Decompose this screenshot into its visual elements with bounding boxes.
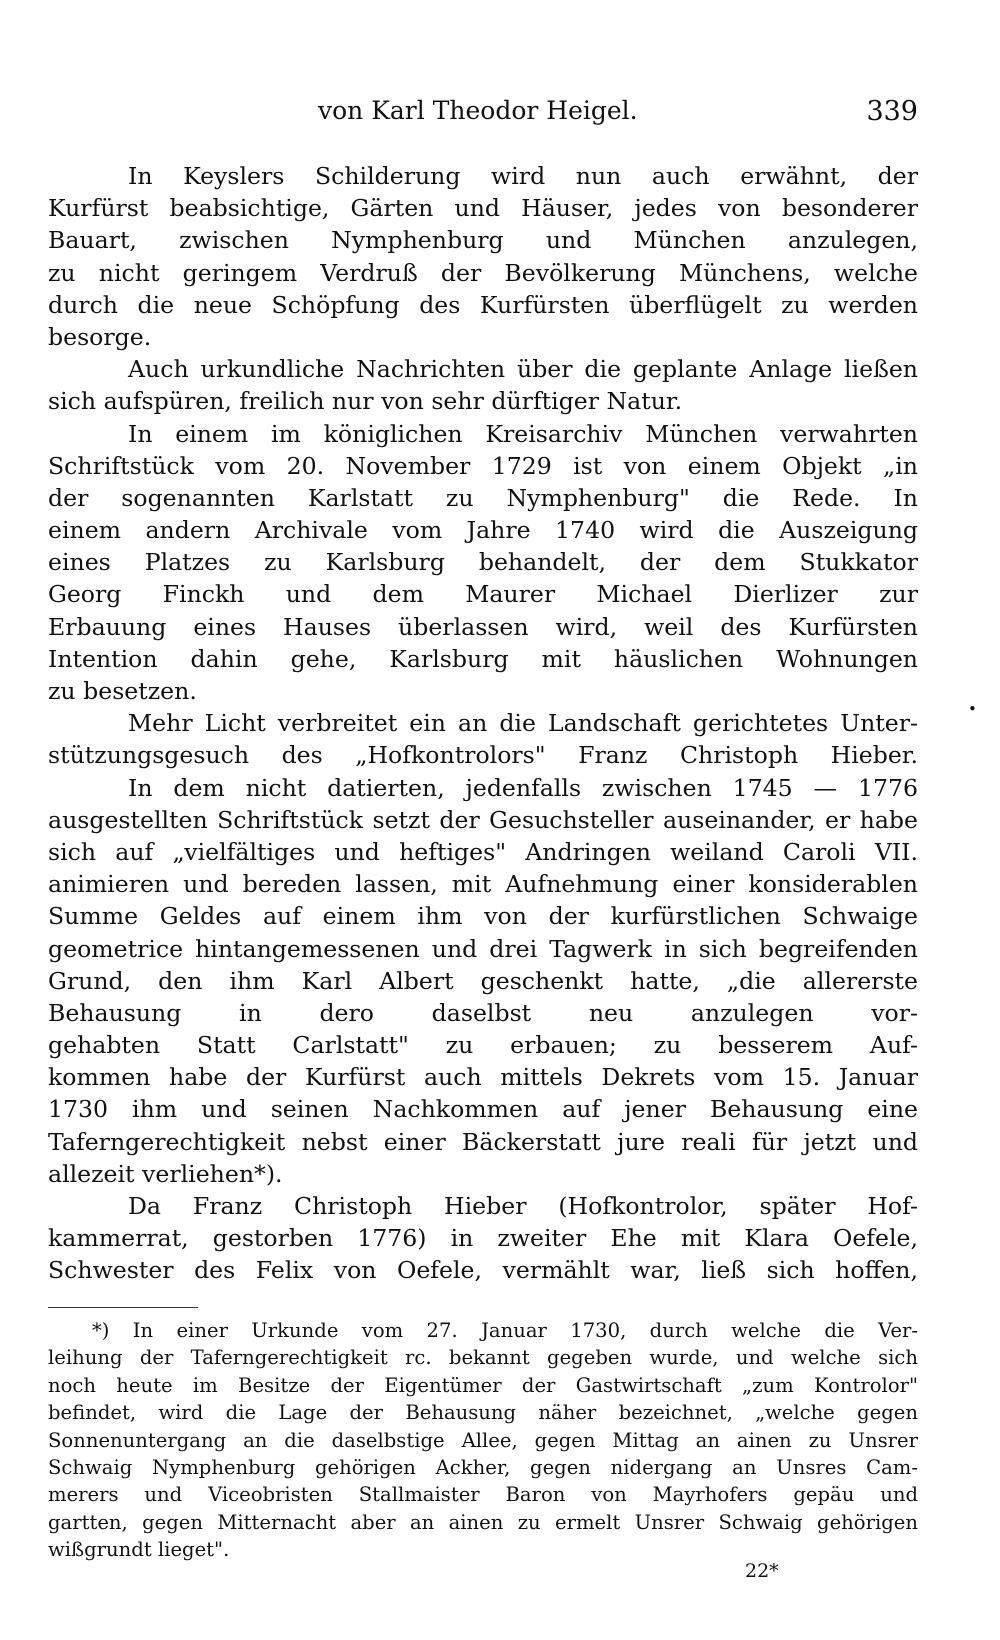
text-line: Erbauung eines Hauses überlassen wird, weil des Kurfürsten (48, 612, 918, 641)
text-line: durch die neue Schöpfung des Kurfürsten überflügelt zu werden (48, 290, 918, 319)
margin-mark: • (968, 700, 977, 718)
text-line: Auch urkundliche Nachrichten über die geplante Anlage ließen (128, 355, 918, 384)
text-line: Grund, den ihm Karl Albert geschenkt hatte, „die allererste (48, 966, 918, 995)
text-line: Mehr Licht verbreitet ein an die Landschaft gerichtetes Unter- (128, 709, 918, 738)
text-line: Behausung in dero daselbst neu anzulegen vor- (48, 998, 918, 1027)
footnote-divider (48, 1307, 198, 1308)
text-line: zu nicht geringem Verdruß der Bevölkerung Münchens, welche (48, 258, 918, 287)
text-line: Schwester des Felix von Oefele, vermählt war, ließ sich hoffen, (48, 1256, 918, 1285)
text-line: animieren und bereden lassen, mit Aufnehmung einer konsiderablen (48, 870, 918, 899)
text-line: 1730 ihm und seinen Nachkommen auf jener Behausung eine (48, 1095, 918, 1124)
signature-mark: 22* (745, 1560, 779, 1582)
footnote-line: wißgrundt lieget". (48, 1538, 230, 1562)
text-line: geometrice hintangemessenen und drei Tagwerk in sich begreifenden (48, 934, 918, 963)
text-line: sich auf „vielfältiges und heftiges" Andringen weiland Caroli VII. (48, 837, 918, 866)
footnotes (48, 1317, 918, 1564)
text-line: zu besetzen. (48, 677, 197, 705)
text-line: Taferngerechtigkeit nebst einer Bäckerstatt jure reali für jetzt und (48, 1127, 918, 1156)
text-line: stützungsgesuch des „Hofkontrolors" Franz Christoph Hieber. (48, 741, 918, 770)
text-line: kammerrat, gestorben 1776) in zweiter Ehe mit Klara Oefele, (48, 1224, 918, 1253)
footnote-line: befindet, wird die Lage der Behausung näher bezeichnet, „welche gegen (48, 1401, 918, 1425)
text-line: gehabten Statt Carlstatt" zu erbauen; zu besserem Auf- (48, 1031, 918, 1060)
text-line: In einem im königlichen Kreisarchiv München verwahrten (128, 419, 918, 448)
footnote-line: gartten, gegen Mitternacht aber an ainen zu ermelt Unsrer Schwaig gehörigen (48, 1510, 918, 1534)
running-head: von Karl Theodor Heigel. (318, 96, 638, 125)
footnote-line: Sonnenuntergang an die daselbstige Allee, gegen Mittag an ainen zu Unsrer (48, 1428, 918, 1452)
footnote-line: *) In einer Urkunde vom 27. Januar 1730, durch welche die Ver- (92, 1319, 918, 1342)
text-line: Intention dahin gehe, Karlsburg mit häuslichen Wohnungen (48, 644, 918, 673)
footnote-line: Schwaig Nymphenburg gehörigen Ackher, gegen nidergang an Unsres Cam- (48, 1455, 918, 1479)
text-line: allezeit verliehen*). (48, 1159, 283, 1188)
text-line: Georg Finckh und dem Maurer Michael Dierlizer zur (48, 580, 918, 609)
text-line: Bauart, zwischen Nymphenburg und München anzulegen, (48, 226, 918, 255)
text-line: Summe Geldes auf einem ihm von der kurfürstlichen Schwaige (48, 902, 918, 931)
page-number: 339 (866, 96, 918, 127)
text-line: In Keyslers Schilderung wird nun auch erwähnt, der (128, 162, 918, 190)
text-line: ausgestellten Schriftstück setzt der Gesuchsteller auseinander, er habe (48, 805, 918, 834)
footnote-line: leihung der Taferngerechtigkeit rc. bekannt gegeben wurde, und welche sich (48, 1346, 918, 1370)
footnote-line: merers und Viceobristen Stallmaister Baron von Mayrhofers gepäu und (48, 1483, 918, 1507)
text-line: Da Franz Christoph Hieber (Hofkontrolor, später Hof- (128, 1192, 918, 1220)
text-line: kommen habe der Kurfürst auch mittels Dekrets vom 15. Januar (48, 1063, 918, 1092)
body-text (48, 160, 918, 1287)
footnote-line: noch heute im Besitze der Eigentümer der Gastwirtschaft „zum Kontrolor" (48, 1373, 918, 1397)
text-line: Kurfürst beabsichtige, Gärten und Häuser, jedes von besonderer (48, 194, 918, 223)
text-line: Schriftstück vom 20. November 1729 ist von einem Objekt „in (48, 451, 918, 480)
text-line: der sogenannten Karlstatt zu Nymphenburg" die Rede. In (48, 483, 918, 512)
text-line: In dem nicht datierten, jedenfalls zwischen 1745 — 1776 (128, 773, 918, 802)
page-header (48, 96, 918, 136)
text-line: einem andern Archivale vom Jahre 1740 wird die Auszeigung (48, 516, 918, 545)
text-line: sich aufspüren, freilich nur von sehr dürftiger Natur. (48, 387, 683, 416)
text-line: eines Platzes zu Karlsburg behandelt, der dem Stukkator (48, 548, 918, 577)
text-line: besorge. (48, 322, 152, 351)
